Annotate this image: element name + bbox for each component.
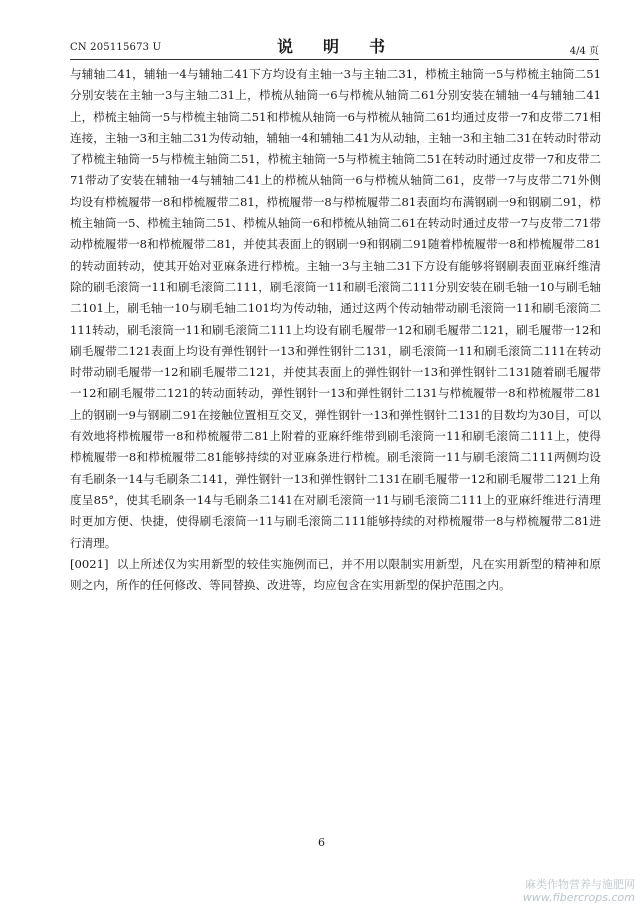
document-title: 说 明 书 (276, 37, 393, 56)
paragraph-text: 以上所述仅为实用新型的较佳实施例而已，并不用以限制实用新型，凡在实用新型的精神和原则之内，所作的任何修改、等同替换、改进等，均应包含在实用新型的保护范围之内。 (70, 556, 601, 593)
watermark-url: www.fibercrops.com (522, 891, 635, 904)
header-divider (70, 59, 599, 60)
watermark (523, 878, 635, 904)
body-paragraph-0021 (70, 554, 601, 597)
paragraph-number: [0021] (70, 556, 109, 571)
patent-number: CN 205115673 U (70, 42, 162, 53)
body-paragraph: 与辅轴二41，辅轴一4与辅轴二41下方均设有主轴一3与主轴二31，栉梳主轴筒一5与栉梳主轴筒二51分别安装在主轴一3与主轴二31上，栉梳从轴筒一6与栉梳从轴筒二61分别安装在辅轴一4与辅轴二41上，栉梳主轴筒一5与栉梳主轴筒二51和栉梳从轴筒一6与栉梳从轴筒二61均通过皮带一7和皮带二71相连接，主轴一3和主轴二31为传动轴，辅轴一4和辅轴二41为从动轴，主轴一3和主轴二31在转动时带动了栉梳主轴筒一5与栉梳主轴筒二51，栉梳主轴筒一5与栉梳主轴筒二51在转动时通过皮带一7和皮带二71带动了安装在辅轴一4与辅轴二41上的栉梳从轴筒一6与栉梳从轴筒二61，皮带一7与皮带二71外侧均设有栉梳履带一8和栉梳履带二81，栉梳履带一8与栉梳履带二81表面均布满钢刷一9和钢刷二91，栉梳主轴筒一5、栉梳主轴筒二51、栉梳从轴筒一6和栉梳从轴筒二61在转动时通过皮带一7与皮带二71带动栉梳履带一8和栉梳履带二81，并使其表面上的钢刷一9和钢刷二91随着栉梳履带一8和栉梳履带二81的转动面转动，使其开始对亚麻条进行栉梳。主轴一3与主轴二31下方设有能够将钢刷表面亚麻纤维清除的刷毛滚筒一11和刷毛滚筒二111，刷毛滚筒一11和刷毛滚筒二111分别安装在刷毛轴一10与刷毛轴二101上，刷毛轴一10与刷毛轴二101均为传动轴，通过这两个传动轴带动刷毛滚筒一11和刷毛滚筒二111转动，刷毛滚筒一11和刷毛滚筒二111上均设有刷毛履带一12和刷毛履带二121，刷毛履带一12和刷毛履带二121表面上均设有弹性钢针一13和弹性钢针二131，刷毛滚筒一11和刷毛滚筒二111在转动时带动刷毛履带一12和刷毛履带二121，并使其表面上的弹性钢针一13和弹性钢针二131随着刷毛履带一12和刷毛履带二121的转动面转动，弹性钢针一13和弹性钢针二131与栉梳履带一8和栉梳履带二81上的钢刷一9与钢刷二91在接触位置相互交叉，弹性钢针一13和弹性钢针二131的目数均为30目，可以有效地将栉梳履带一8和栉梳履带二81上附着的亚麻纤维带到刷毛滚筒一11和刷毛滚筒二111上，使得栉梳履带一8和栉梳履带二81能够持续的对亚麻条进行栉梳。刷毛滚筒一11与刷毛滚筒二111两侧均设有毛刷条一14与毛刷条二141，弹性钢针一13和弹性钢针二131在刷毛履带一12和刷毛履带二121上角度呈85°，使其毛刷条一14与毛刷条二141在对刷毛滚筒一11与刷毛滚筒二111上的亚麻纤维进行清理时更加方便、快捷，使得刷毛滚筒一11与刷毛滚筒二111能够持续的对栉梳履带一8与栉梳履带二81进行清理。 (70, 67, 601, 550)
document-body (70, 64, 601, 596)
watermark-site-name: 麻类作物营养与施肥网 (525, 878, 635, 891)
page-indicator: 4/4 页 (569, 46, 599, 57)
page-header (70, 32, 599, 58)
page-number: 6 (318, 836, 325, 849)
